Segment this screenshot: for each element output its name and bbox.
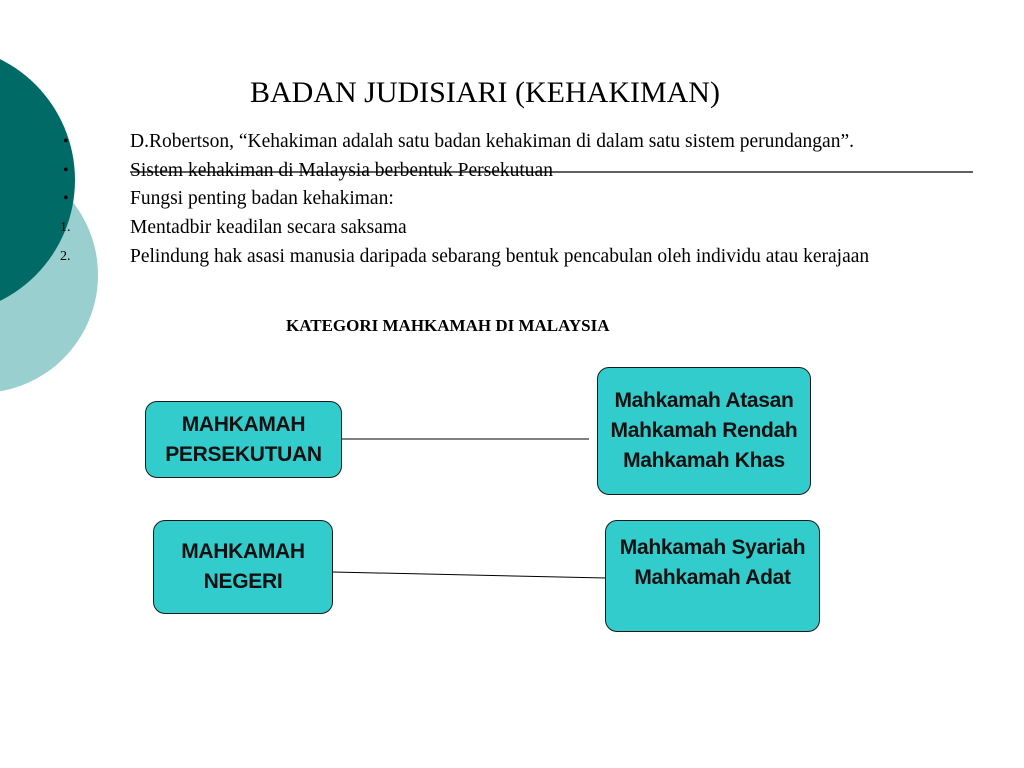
box-label: Mahkamah Adat (634, 566, 791, 589)
box-label: Mahkamah Rendah (610, 419, 798, 442)
connector-state (333, 572, 606, 578)
bullet-marker: • (63, 190, 69, 207)
box-label: NEGERI (203, 570, 283, 593)
box-label: Mahkamah Khas (623, 449, 785, 472)
box-label: Mahkamah Syariah (619, 536, 806, 559)
bullet-marker: • (63, 162, 69, 179)
diagram-title: KATEGORI MAHKAMAH DI MALAYSIA (286, 316, 610, 335)
numbered-text: Mentadbir keadilan secara saksama (130, 217, 407, 238)
bullet-text: Sistem kehakiman di Malaysia berbentuk Persekutuan (130, 160, 553, 181)
slide-title: BADAN JUDISIARI (KEHAKIMAN) (250, 76, 720, 109)
number-marker: 2. (60, 249, 71, 264)
numbered-text: Pelindung hak asasi manusia daripada sebarang bentuk pencabulan oleh individu atau kerajaan (130, 246, 870, 267)
box-label: MAHKAMAH (181, 540, 305, 563)
bullet-text: Fungsi penting badan kehakiman: (130, 188, 394, 209)
federal-courts-list-box (597, 367, 811, 495)
bullet-text: D.Robertson, “Kehakiman adalah satu badan kehakiman di dalam satu sistem perundangan”. (130, 131, 854, 152)
federal-court-box (145, 401, 342, 478)
box-label: MAHKAMAH (181, 412, 306, 436)
bullet-marker: • (63, 133, 69, 150)
state-court-box (153, 520, 333, 614)
box-label: PERSEKUTUAN (165, 442, 322, 466)
number-marker: 1. (60, 220, 71, 235)
state-courts-list-box (605, 520, 820, 632)
box-label: Mahkamah Atasan (614, 389, 794, 412)
